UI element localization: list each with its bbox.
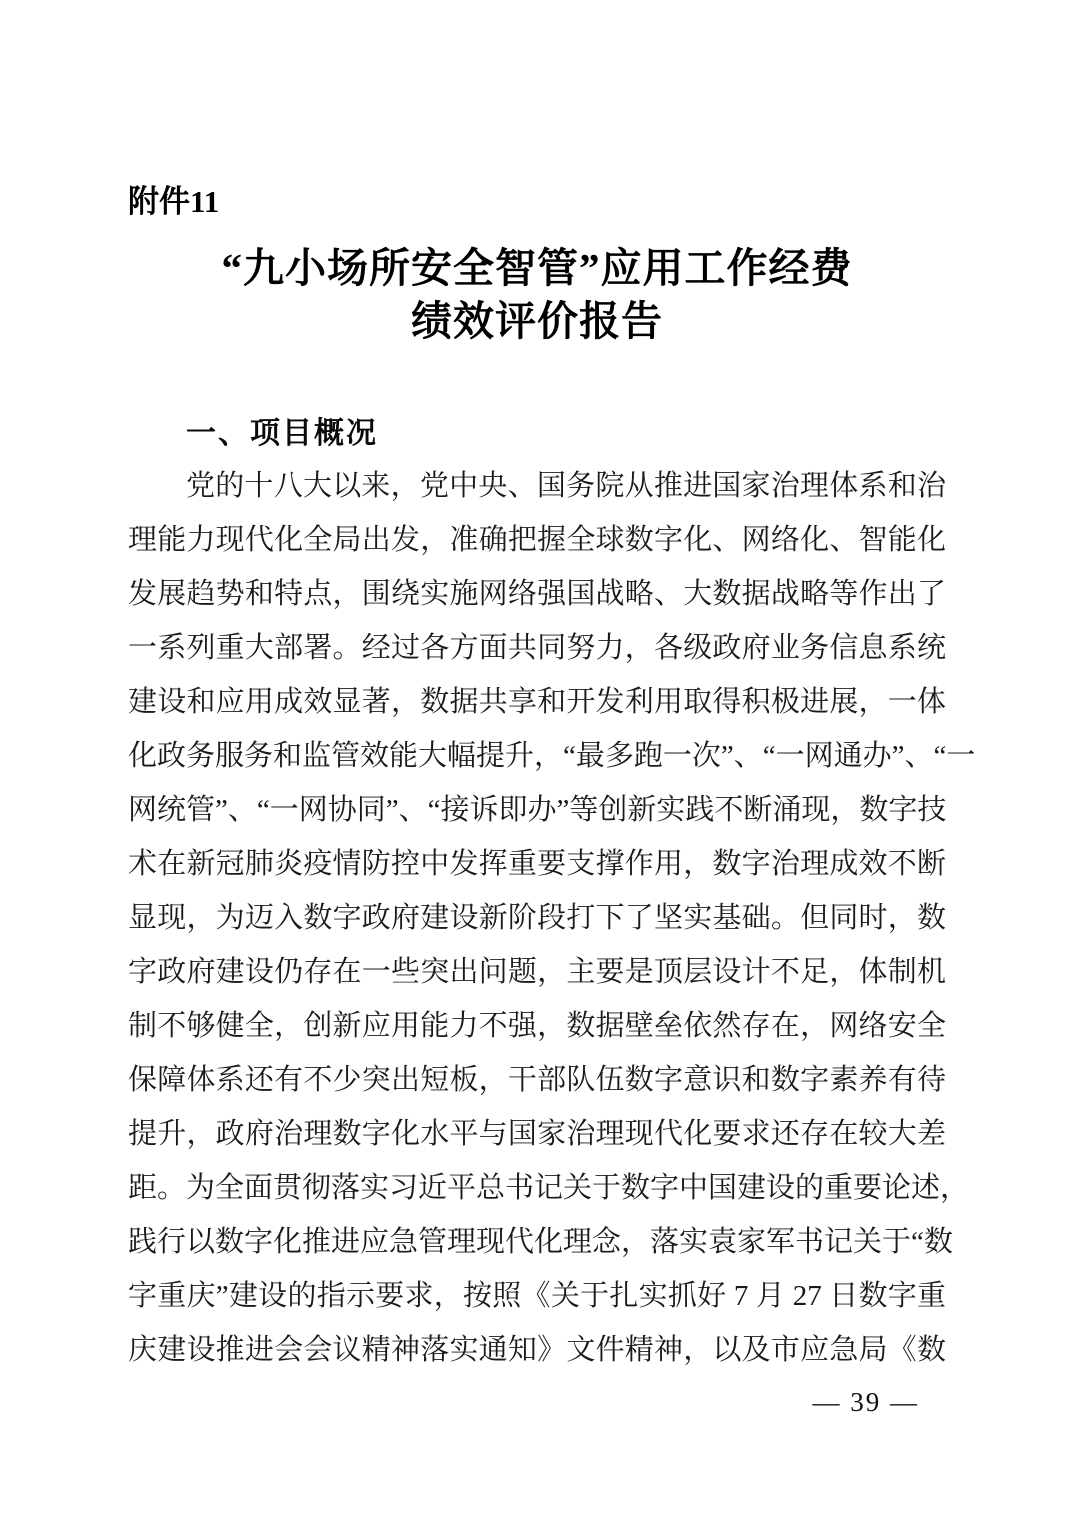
body-text-line: 理能力现代化全局出发，准确把握全球数字化、网络化、智能化	[128, 524, 946, 556]
document-title-line2: 绩效评价报告	[411, 298, 663, 344]
section-heading: 一、项目概况	[186, 417, 378, 450]
body-text-line: 距。为全面贯彻落实习近平总书记关于数字中国建设的重要论述，	[128, 1172, 970, 1204]
body-text-line: 建设和应用成效显著，数据共享和开发利用取得积极进展，一体	[128, 686, 946, 718]
body-text-line: 庆建设推进会会议精神落实通知》文件精神，以及市应急局《数	[128, 1334, 946, 1366]
body-text-line: 术在新冠肺炎疫情防控中发挥重要支撑作用，数字治理成效不断	[128, 848, 946, 880]
body-paragraph	[128, 459, 976, 1377]
body-text-line: 党的十八大以来，党中央、国务院从推进国家治理体系和治	[186, 470, 946, 502]
attachment-label: 附件11	[128, 184, 220, 219]
body-text-line: 化政务服务和监管效能大幅提升，“最多跑一次”、“一网通办”、“一	[128, 740, 976, 772]
document-title-line1: “九小场所安全智管”应用工作经费	[221, 245, 853, 291]
body-text-line: 字重庆”建设的指示要求，按照《关于扎实抓好 7 月 27 日数字重	[128, 1280, 946, 1312]
body-text-line: 发展趋势和特点，围绕实施网络强国战略、大数据战略等作出了	[128, 578, 946, 610]
document-title	[128, 242, 946, 348]
body-text-line: 一系列重大部署。经过各方面共同努力，各级政府业务信息系统	[128, 632, 946, 664]
body-text-line: 字政府建设仍存在一些突出问题，主要是顶层设计不足，体制机	[128, 956, 946, 988]
body-text-line: 制不够健全，创新应用能力不强，数据壁垒依然存在，网络安全	[128, 1010, 946, 1042]
body-text-line: 践行以数字化推进应急管理现代化理念，落实袁家军书记关于“数	[128, 1226, 953, 1258]
body-text-line: 显现，为迈入数字政府建设新阶段打下了坚实基础。但同时，数	[128, 902, 946, 934]
body-text-line: 网统管”、“一网协同”、“接诉即办”等创新实践不断涌现，数字技	[128, 794, 947, 826]
page-number: — 39 —	[812, 1387, 919, 1417]
body-text-line: 提升，政府治理数字化水平与国家治理现代化要求还存在较大差	[128, 1118, 946, 1150]
body-text-line: 保障体系还有不少突出短板，干部队伍数字意识和数字素养有待	[128, 1064, 946, 1096]
